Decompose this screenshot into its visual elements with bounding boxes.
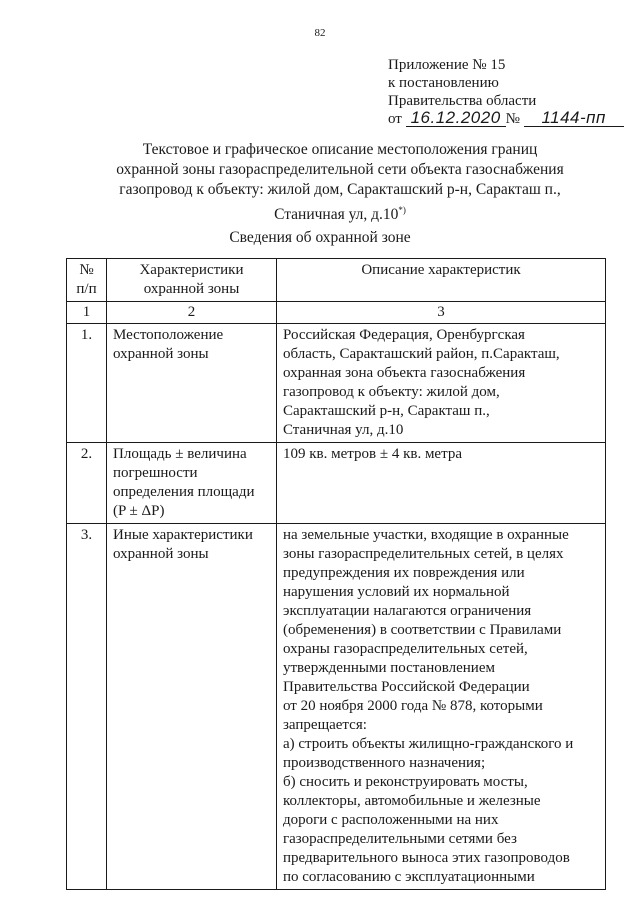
appendix-block	[388, 56, 628, 128]
title-line-4-text: Станичная ул, д.10	[274, 206, 399, 224]
table-header-row	[67, 259, 606, 302]
index-col-1: 1	[67, 302, 107, 324]
appendix-line-3: Правительства области	[388, 93, 537, 109]
index-col-2: 2	[107, 302, 277, 324]
header-number: № п/п	[67, 259, 107, 302]
handwritten-date: 16.12.2020	[406, 110, 506, 127]
appendix-line-1: Приложение № 15	[388, 57, 506, 73]
title-line-3: газопровод к объекту: жилой дом, Саракташский р-н, Саракташ п.,	[119, 181, 561, 198]
handwritten-number: 1144-пп	[524, 110, 624, 127]
row-number: 1.	[67, 324, 107, 443]
row-characteristic: Местоположение охранной зоны	[107, 324, 277, 443]
row-description: Российская Федерация, Оренбургская область, Саракташский район, п.Саракташ, охранная зона объекта газоснабжения газопровод к объекту: жилой дом, Саракташский р-н, Саракташ п., Станичная ул, д.10	[277, 324, 606, 443]
row-number: 2.	[67, 443, 107, 524]
title-line-1: Текстовое и графическое описание местоположения границ	[142, 141, 538, 158]
table-row	[67, 324, 606, 443]
table-index-row	[67, 302, 606, 324]
document-title	[60, 140, 620, 225]
number-label: №	[505, 111, 520, 127]
footnote-mark: *)	[398, 205, 406, 215]
from-label: от	[388, 111, 402, 127]
page-number: 82	[314, 27, 326, 39]
appendix-line-2: к постановлению	[388, 75, 499, 91]
row-description: 109 кв. метров ± 4 кв. метра	[277, 443, 606, 524]
appendix-signature-line	[388, 110, 628, 128]
row-number: 3.	[67, 524, 107, 890]
title-line-4	[60, 200, 620, 225]
protection-zone-table	[66, 258, 606, 890]
row-characteristic: Площадь ± величина погрешности определения площади (P ± ΔP)	[107, 443, 277, 524]
table-row	[67, 524, 606, 890]
index-col-3: 3	[277, 302, 606, 324]
table-row	[67, 443, 606, 524]
section-subtitle: Сведения об охранной зоне	[229, 229, 411, 246]
row-description: на земельные участки, входящие в охранные зоны газораспределительных сетей, в целях предупреждения их повреждения или нарушения условий их нормальной эксплуатации налагаются ограничения (обременения) в соответствии с Правилами охраны газораспределительных сетей, утвержденными постановлением Правительства Российской Федерации от 20 ноября 2000 года № 878, которыми запрещается: а) строить объекты жилищно-гражданского и производственного назначения; б) сносить и реконструировать мосты, коллекторы, автомобильные и железные дороги с расположенными на них газораспределительными сетями без предварительного выноса этих газопроводов по согласованию с эксплуатационными	[277, 524, 606, 890]
header-description: Описание характеристик	[277, 259, 606, 302]
row-characteristic: Иные характеристики охранной зоны	[107, 524, 277, 890]
title-line-2: охранной зоны газораспределительной сети объекта газоснабжения	[116, 161, 564, 178]
header-characteristic: Характеристики охранной зоны	[107, 259, 277, 302]
